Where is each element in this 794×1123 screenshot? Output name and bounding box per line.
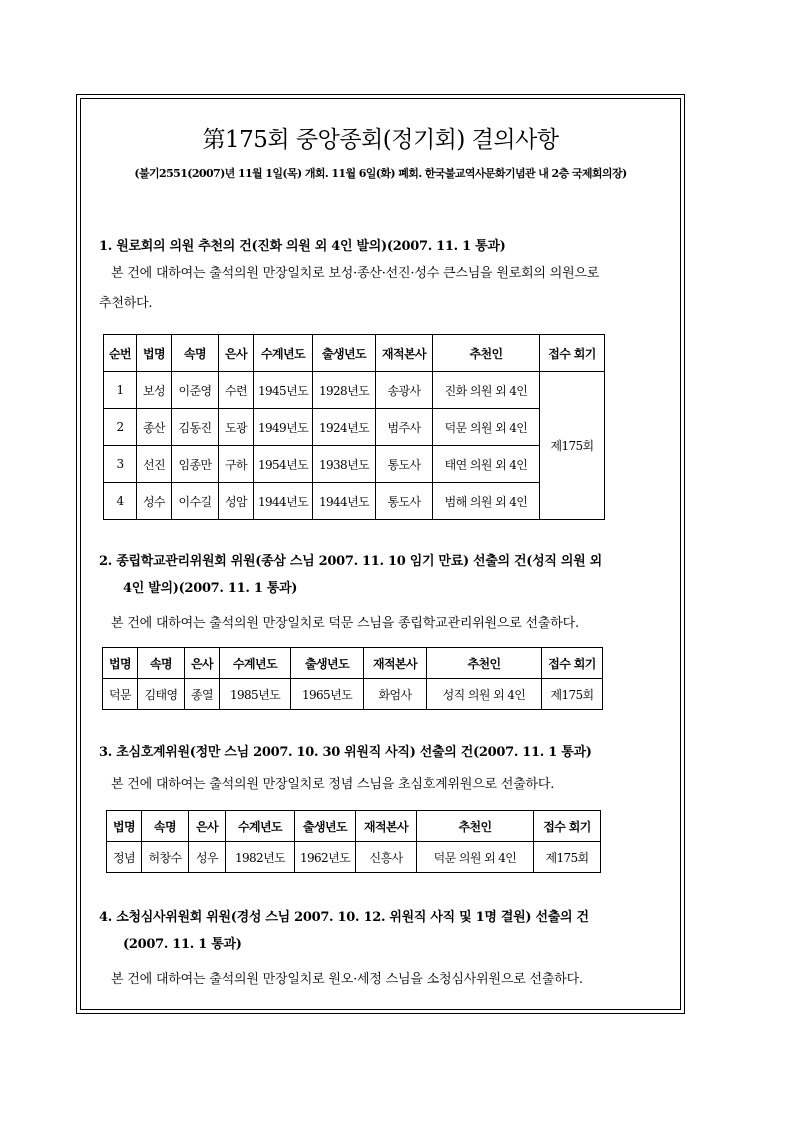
table-cell: 허창수 bbox=[142, 842, 189, 873]
page-title: 第175회 중앙종회(정기회) 결의사항 bbox=[202, 127, 559, 153]
table-cell: 정념 bbox=[107, 842, 142, 873]
table-cell: 화엄사 bbox=[364, 679, 427, 710]
section-3-heading bbox=[99, 739, 592, 766]
section-1-body bbox=[99, 259, 669, 319]
table-cell: 범해 의원 외 4인 bbox=[433, 483, 540, 520]
table-cell: 1945년도 bbox=[254, 372, 313, 409]
table-cell: 구하 bbox=[219, 446, 254, 483]
table-cell: 종열 bbox=[185, 679, 220, 710]
table-cell: 덕문 의원 외 4인 bbox=[417, 842, 534, 873]
section-4-heading-line-1: 4. 소청심사위원회 위원(경성 스님 2007. 10. 12. 위원직 사직 및 1명 결원) 선출의 건 bbox=[99, 910, 589, 925]
table-1-header-cell: 출생년도 bbox=[313, 335, 376, 372]
table-cell: 1928년도 bbox=[313, 372, 376, 409]
table-3 bbox=[106, 810, 601, 873]
table-cell: 진화 의원 외 4인 bbox=[433, 372, 540, 409]
table-cell: 1982년도 bbox=[226, 842, 295, 873]
table-2-header-cell: 법명 bbox=[103, 648, 138, 679]
table-2 bbox=[102, 647, 603, 710]
table-cell: 신흥사 bbox=[356, 842, 417, 873]
table-1-header-cell: 속명 bbox=[172, 335, 219, 372]
table-cell: 3 bbox=[104, 446, 137, 483]
table-cell: 덕문 의원 외 4인 bbox=[433, 409, 540, 446]
table-cell: 4 bbox=[104, 483, 137, 520]
table-3-header-cell: 접수 회기 bbox=[534, 811, 601, 842]
table-cell: 1944년도 bbox=[254, 483, 313, 520]
table-3-header-cell: 출생년도 bbox=[295, 811, 356, 842]
table-1-header-cell: 수계년도 bbox=[254, 335, 313, 372]
table-cell: 2 bbox=[104, 409, 137, 446]
section-2-heading-line-1: 2. 종립학교관리위원회 위원(종삼 스님 2007. 11. 10 임기 만료) 선출의 건(성직 의원 외 bbox=[99, 554, 602, 569]
table-1-header-cell: 추천인 bbox=[433, 335, 540, 372]
table-cell: 1949년도 bbox=[254, 409, 313, 446]
table-cell: 1954년도 bbox=[254, 446, 313, 483]
table-cell: 종산 bbox=[137, 409, 172, 446]
table-cell: 제175회 bbox=[542, 679, 603, 710]
table-2-header-cell: 속명 bbox=[138, 648, 185, 679]
page-inner-frame bbox=[80, 98, 681, 1010]
table-2-header-row bbox=[103, 648, 603, 679]
table-3-header-row bbox=[107, 811, 601, 842]
table-cell: 성수 bbox=[137, 483, 172, 520]
table-cell: 1962년도 bbox=[295, 842, 356, 873]
table-3-header-cell: 속명 bbox=[142, 811, 189, 842]
table-cell: 김태영 bbox=[138, 679, 185, 710]
section-1-body-line-2: 추천하다. bbox=[99, 296, 153, 311]
table-cell: 1985년도 bbox=[220, 679, 291, 710]
table-cell: 김동진 bbox=[172, 409, 219, 446]
table-cell: 덕문 bbox=[103, 679, 138, 710]
table-cell: 도광 bbox=[219, 409, 254, 446]
table-cell: 1965년도 bbox=[291, 679, 364, 710]
page-frame bbox=[76, 94, 685, 1014]
table-cell: 1938년도 bbox=[313, 446, 376, 483]
table-row bbox=[104, 372, 605, 409]
table-cell: 1944년도 bbox=[313, 483, 376, 520]
section-4-body-line-1: 본 건에 대하여는 출석의원 만장일치로 원오·세정 스님을 소청심사위원으로 선출하다. bbox=[111, 972, 583, 987]
section-2-body bbox=[99, 609, 669, 639]
table-2-header-cell: 출생년도 bbox=[291, 648, 364, 679]
table-cell: 태연 의원 외 4인 bbox=[433, 446, 540, 483]
table-2-header-cell: 접수 회기 bbox=[542, 648, 603, 679]
table-3-header-cell: 은사 bbox=[189, 811, 226, 842]
section-2-body-line-1: 본 건에 대하여는 출석의원 만장일치로 덕문 스님을 종립학교관리위원으로 선출하다. bbox=[111, 616, 579, 631]
section-4-heading-line-2: (2007. 11. 1 통과) bbox=[123, 937, 242, 952]
table-2-header-cell: 수계년도 bbox=[220, 648, 291, 679]
section-4-heading bbox=[99, 904, 589, 958]
section-1-heading-line-1: 1. 원로회의 의원 추천의 건(진화 의원 외 4인 발의)(2007. 11. 1 통과) bbox=[99, 239, 506, 254]
table-cell: 이수길 bbox=[172, 483, 219, 520]
table-2-header-cell: 추천인 bbox=[427, 648, 542, 679]
table-cell: 1 bbox=[104, 372, 137, 409]
section-4-body bbox=[99, 965, 669, 995]
table-cell: 선진 bbox=[137, 446, 172, 483]
table-cell: 성암 bbox=[219, 483, 254, 520]
table-cell: 성우 bbox=[189, 842, 226, 873]
table-1-header-row bbox=[104, 335, 605, 372]
table-1 bbox=[103, 334, 605, 520]
table-cell: 이준영 bbox=[172, 372, 219, 409]
table-2-header-cell: 재적본사 bbox=[364, 648, 427, 679]
table-row bbox=[104, 483, 605, 520]
table-3-header-cell: 추천인 bbox=[417, 811, 534, 842]
table-cell: 제175회 bbox=[534, 842, 601, 873]
table-1-header-cell: 은사 bbox=[219, 335, 254, 372]
table-row bbox=[104, 409, 605, 446]
table-1-header-cell: 순번 bbox=[104, 335, 137, 372]
section-3-body-line-1: 본 건에 대하여는 출석의원 만장일치로 정념 스님을 초심호계위원으로 선출하다. bbox=[111, 777, 555, 792]
page-subtitle: (불기2551(2007)년 11월 1일(목) 개회. 11월 6일(화) 폐회. 한국불교역사문화기념관 내 2층 국제회의장) bbox=[134, 167, 627, 180]
table-cell: 성직 의원 외 4인 bbox=[427, 679, 542, 710]
table-1-header-cell: 법명 bbox=[137, 335, 172, 372]
table-row bbox=[104, 446, 605, 483]
section-3-heading-line-1: 3. 초심호계위원(정만 스님 2007. 10. 30 위원직 사직) 선출의 건(2007. 11. 1 통과) bbox=[99, 745, 592, 760]
section-1-heading bbox=[99, 233, 505, 260]
table-row bbox=[103, 679, 603, 710]
table-3-header-cell: 수계년도 bbox=[226, 811, 295, 842]
table-cell: 1924년도 bbox=[313, 409, 376, 446]
table-3-header-cell: 법명 bbox=[107, 811, 142, 842]
table-cell: 송광사 bbox=[376, 372, 433, 409]
table-cell: 통도사 bbox=[376, 446, 433, 483]
table-cell: 수련 bbox=[219, 372, 254, 409]
table-cell: 임종만 bbox=[172, 446, 219, 483]
table-cell: 보성 bbox=[137, 372, 172, 409]
table-cell: 범주사 bbox=[376, 409, 433, 446]
section-1-body-line-1: 본 건에 대하여는 출석의원 만장일치로 보성·종산·선진·성수 큰스님을 원로회의 의원으로 bbox=[111, 266, 600, 281]
table-3-header-cell: 재적본사 bbox=[356, 811, 417, 842]
section-3-body bbox=[99, 770, 669, 800]
table-1-header-cell: 재적본사 bbox=[376, 335, 433, 372]
table-1-session-cell: 제175회 bbox=[540, 372, 605, 520]
table-2-header-cell: 은사 bbox=[185, 648, 220, 679]
section-2-heading bbox=[99, 548, 602, 602]
table-cell: 통도사 bbox=[376, 483, 433, 520]
section-2-heading-line-2: 4인 발의)(2007. 11. 1 통과) bbox=[123, 581, 298, 596]
table-row bbox=[107, 842, 601, 873]
table-1-header-cell: 접수 회기 bbox=[540, 335, 605, 372]
